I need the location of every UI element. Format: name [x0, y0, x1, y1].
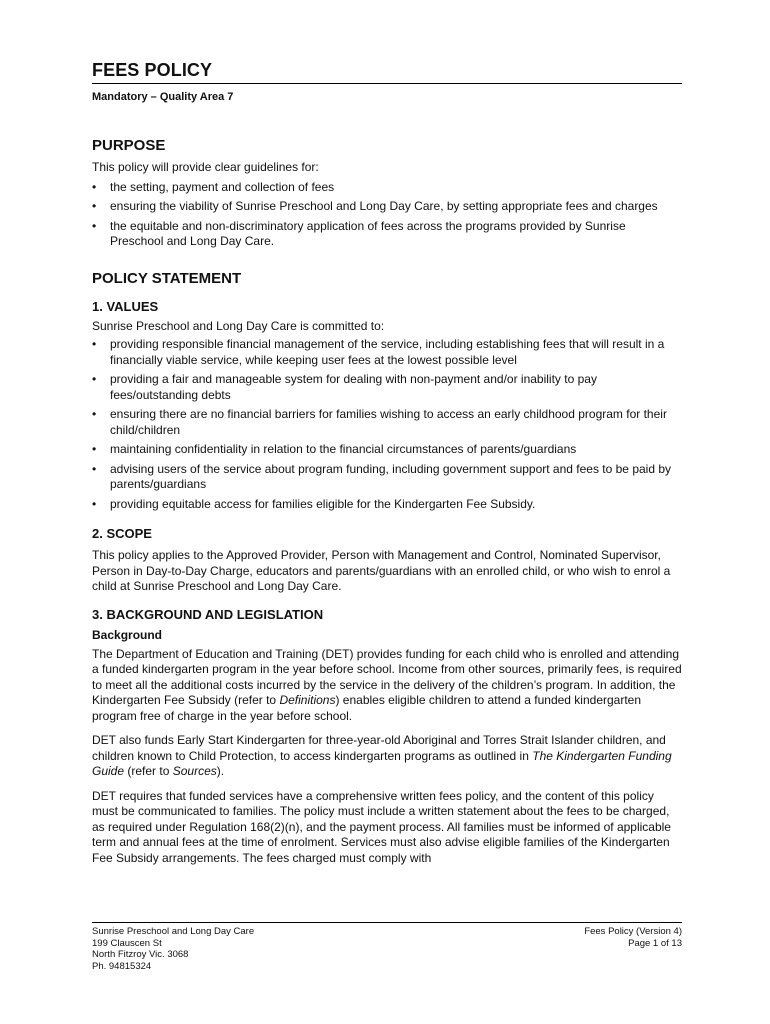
bullet-icon: •: [92, 372, 97, 386]
list-item: • ensuring there are no financial barriers for families wishing to access an early childhood program for their child/children: [92, 407, 667, 437]
background-paragraph-2: DET also funds Early Start Kindergarten for three-year-old Aboriginal and Torres Strait Islander children, and children known to Child Protection, to access kindergarten programs as outlined in The Kindergarten Funding Guide (refer to Sources).: [92, 733, 672, 778]
list-item: • ensuring the viability of Sunrise Preschool and Long Day Care, by setting appropriate fees and charges: [92, 199, 658, 213]
page-footer: [92, 922, 682, 972]
footer-page-number: Page 1 of 13: [628, 937, 682, 949]
background-subheading: Background: [92, 627, 163, 642]
purpose-list: [92, 180, 682, 250]
list-item: • providing equitable access for families eligible for the Kindergarten Fee Subsidy.: [92, 496, 536, 511]
background-paragraph-1: The Department of Education and Training (DET) provides funding for each child who is enrolled and attending a funded kindergarten program in the year before school. Income from other sources, primarily fees, is required to meet all the additional costs incurred by the service in the delivery of the children’s program. In addition, the Kindergarten Fee Subsidy (refer to Definitions) enables eligible children to attend a funded kindergarten program free of charge in the year before school.: [92, 646, 682, 723]
bullet-icon: •: [92, 179, 97, 194]
list-item: • providing responsible financial management of the service, including establishing fees that will result in a financially viable service, while keeping user fees at the lowest possible level: [92, 337, 665, 367]
list-item: • maintaining confidentiality in relation to the financial circumstances of parents/guardians: [92, 442, 577, 456]
footer-doc-info: [584, 926, 682, 949]
list-item: • the equitable and non-discriminatory application of fees across the programs provided by Sunrise Preschool and Long Day Care.: [92, 218, 626, 248]
footer-street: 199 Clauscen St: [92, 937, 162, 949]
list-item: • the setting, payment and collection of fees: [92, 179, 335, 194]
background-heading: 3. BACKGROUND AND LEGISLATION: [92, 606, 324, 622]
values-intro: Sunrise Preschool and Long Day Care is committed to:: [92, 318, 385, 333]
bullet-icon: •: [92, 461, 97, 476]
values-list: [92, 337, 682, 512]
footer-phone: Ph. 94815324: [92, 960, 152, 972]
values-heading: 1. VALUES: [92, 298, 159, 314]
purpose-heading: PURPOSE: [92, 137, 166, 154]
purpose-intro: This policy will provide clear guidelines for:: [92, 160, 319, 174]
scope-heading: 2. SCOPE: [92, 526, 152, 541]
bullet-icon: •: [92, 407, 97, 421]
page-content: [92, 60, 682, 866]
footer-org: Sunrise Preschool and Long Day Care: [92, 926, 255, 937]
footer-suburb: North Fitzroy Vic. 3068: [92, 949, 189, 960]
policy-statement-heading: POLICY STATEMENT: [92, 269, 242, 287]
bullet-icon: •: [92, 218, 97, 233]
bullet-icon: •: [92, 496, 97, 511]
document-title: FEES POLICY: [92, 60, 682, 84]
bullet-icon: •: [92, 199, 97, 213]
document-subtitle: Mandatory – Quality Area 7: [92, 91, 234, 103]
bullet-icon: •: [92, 337, 97, 351]
bullet-icon: •: [92, 442, 97, 456]
scope-text: This policy applies to the Approved Provider, Person with Management and Control, Nominated Supervisor, Person in Day-to-Day Charge, educators and parents/guardians with an enrolled child, or who wish to enrol a child at Sunrise Preschool and Long Day Care.: [92, 548, 671, 593]
list-item: • advising users of the service about program funding, including government support and fees to be paid by parents/guardians: [92, 461, 672, 491]
background-paragraph-3: DET requires that funded services have a comprehensive written fees policy, and the content of this policy must be communicated to families. The policy must include a written statement about the fees to be charged, as required under Regulation 168(2)(n), and the payment process. All families must be informed of applicable term and annual fees at the time of enrolment. Services must also advise eligible families of the Kindergarten Fee Subsidy arrangements. The fees charged must comply with: [92, 788, 671, 865]
list-item: • providing a fair and manageable system for dealing with non-payment and/or inability to pay fees/outstanding debts: [92, 372, 597, 402]
footer-version: Fees Policy (Version 4): [584, 926, 682, 937]
footer-address: [92, 926, 254, 972]
